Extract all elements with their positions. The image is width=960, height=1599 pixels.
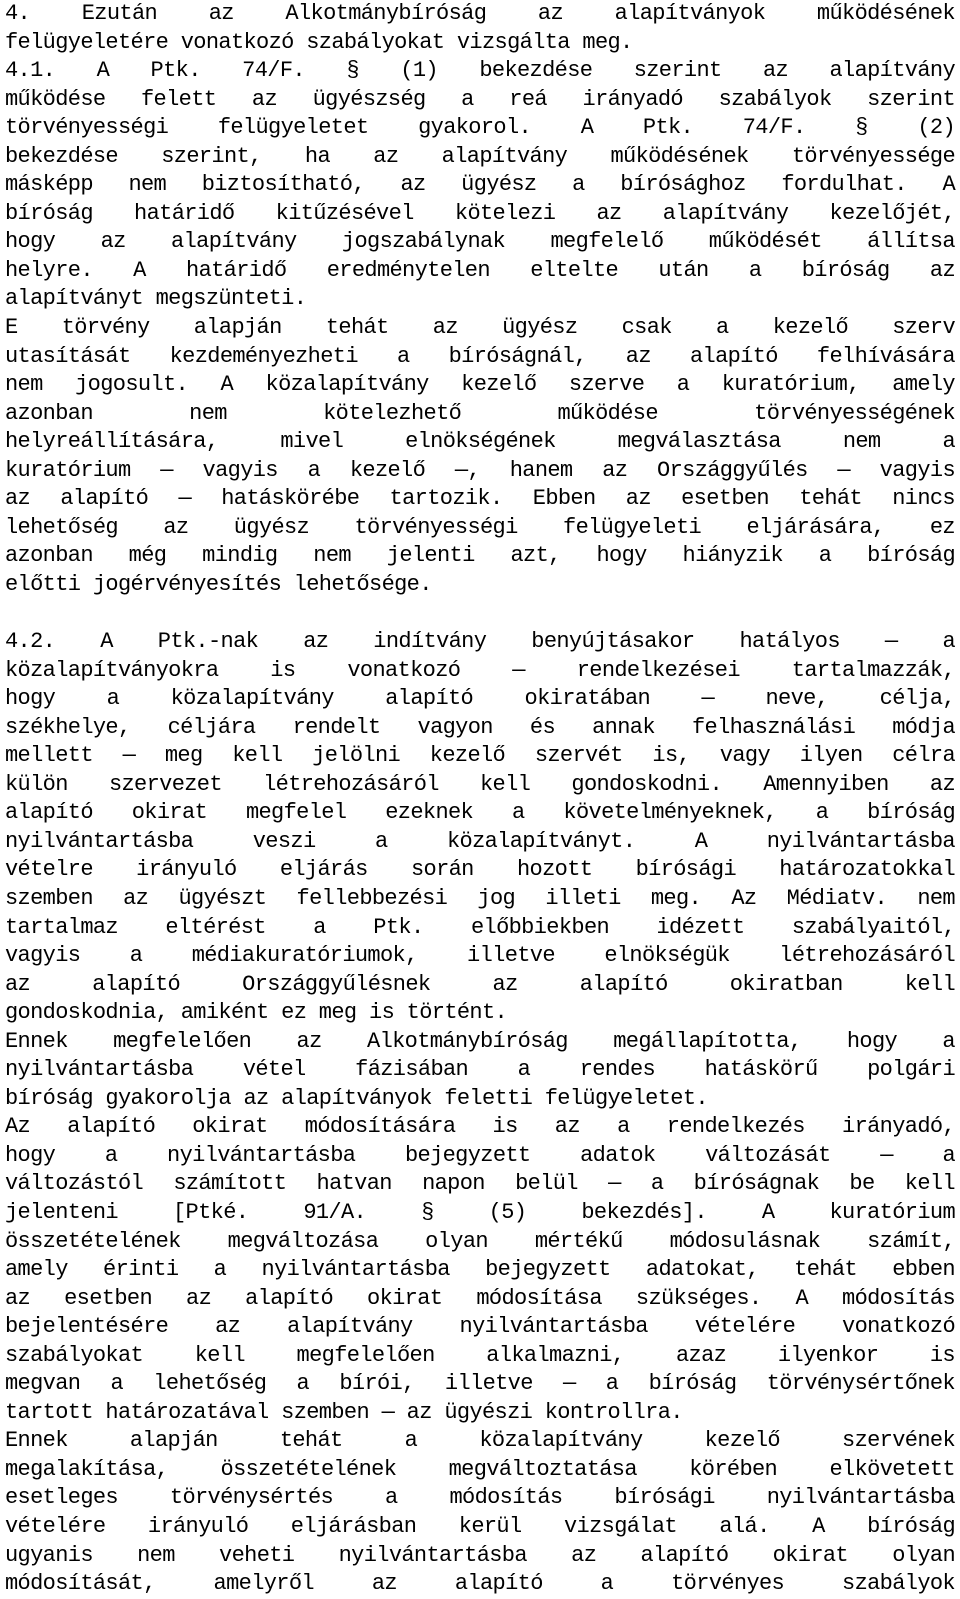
text-line: esetleges törvénysértés a módosítás bírósági nyilvántartásba [5,1485,955,1511]
text-line: megvan a lehetőség a bírói, illetve — a bíróság törvénysértőnek [5,1371,955,1397]
text-line: 4. Ezután az Alkotmánybíróság az alapítványok működésének [5,1,955,26]
text-line: működése felett az ügyészség a reá irányadó szabályok szerint [5,86,955,112]
text-line: alapítványt megszünteti. [5,286,307,312]
text-line: Ennek megfelelően az Alkotmánybíróság megállapította, hogy a [5,1028,955,1054]
text-line: ugyanis nem veheti nyilvántartásba az alapító okirat olyan [5,1542,955,1568]
text-line: mellett — meg kell jelölni kezelő szervét is, vagy ilyen célra [5,743,955,769]
text-line: 4.1. A Ptk. 74/F. § (1) bekezdése szerint az alapítvány [5,58,955,84]
document-page [5,0,955,1599]
text-line: vételre irányuló eljárás során hozott bírósági határozatokkal [5,857,955,883]
text-line: vagyis a médiakuratóriumok, illetve elnökségük létrehozásáról [5,943,955,969]
text-line: alapító okirat megfelel ezeknek a követelményeknek, a bíróság [5,800,955,826]
text-line: azonban nem kötelezhető működése törvényességének [5,400,955,426]
text-line: amely érinti a nyilvántartásba bejegyzett adatokat, tehát ebben [5,1257,955,1283]
text-line: kuratórium — vagyis a kezelő —, hanem az Országgyűlés — vagyis [5,457,955,483]
text-line: bekezdése szerint, ha az alapítvány működésének törvényessége [5,143,955,169]
text-line: bíróság gyakorolja az alapítványok feletti felügyeletet. [5,1085,708,1111]
text-line: utasítását kezdeményezheti a bíróságnál, az alapító felhívására [5,343,955,369]
text-line: előtti jogérvényesítés lehetősége. [5,571,432,597]
text-line: az alapító Országgyűlésnek az alapító okiratban kell [5,971,955,997]
text-line: külön szervezet létrehozásáról kell gondoskodni. Amennyiben az [5,771,955,797]
text-line: Ennek alapján tehát a közalapítvány kezelő szervének [5,1428,955,1454]
text-line: közalapítványokra is vonatkozó — rendelkezései tartalmazzák, [5,657,955,683]
blank-line [5,599,955,628]
text-line: székhelye, céljára rendelt vagyon és annak felhasználási módja [5,714,955,740]
text-line: vételére irányuló eljárásban kerül vizsgálat alá. A bíróság [5,1513,955,1539]
text-line: jelenteni [Ptké. 91/A. § (5) bekezdés]. A kuratórium [5,1199,955,1225]
text-line: szabályokat kell megfelelően alkalmazni, azaz ilyenkor is [5,1342,955,1368]
text-line: nyilvántartásba vétel fázisában a rendes hatáskörű polgári [5,1057,955,1083]
text-line: törvényességi felügyeletet gyakorol. A Ptk. 74/F. § (2) [5,115,955,141]
text-line: tartott határozatával szemben — az ügyészi kontrollra. [5,1399,683,1425]
text-line: helyre. A határidő eredménytelen eltelte után a bíróság az [5,257,955,283]
text-line: megalakítása, összetételének megváltoztatása körében elkövetett [5,1456,955,1482]
text-line: az alapító — hatáskörébe tartozik. Ebben az esetben tehát nincs [5,486,955,512]
text-line: hogy a közalapítvány alapító okiratában — neve, célja, [5,686,955,712]
text-line: bejelentésére az alapítvány nyilvántartásba vételére vonatkozó [5,1314,955,1340]
text-line: módosítását, amelyről az alapító a törvényes szabályok [5,1571,955,1597]
text-line: szemben az ügyészt fellebbezési jog illeti meg. Az Médiatv. nem [5,885,955,911]
text-line: nyilvántartásba veszi a közalapítványt. A nyilvántartásba [5,828,955,854]
text-line: lehetőség az ügyész törvényességi felügyeleti eljárására, ez [5,514,955,540]
text-line: Az alapító okirat módosítására is az a rendelkezés irányadó, [5,1114,955,1140]
text-line: E törvény alapján tehát az ügyész csak a kezelő szerv [5,315,955,341]
text-line: hogy a nyilvántartásba bejegyzett adatok változását — a [5,1142,955,1168]
text-line: változástól számított hatvan napon belül — a bíróságnak be kell [5,1171,955,1197]
text-line: másképp nem biztosítható, az ügyész a bírósághoz fordulhat. A [5,172,955,198]
text-line: bíróság határidő kitűzésével kötelezi az alapítvány kezelőjét, [5,200,955,226]
text-line: azonban még mindig nem jelenti azt, hogy hiányzik a bíróság [5,543,955,569]
text-line: tartalmaz eltérést a Ptk. előbbiekben idézett szabályaitól, [5,914,955,940]
text-line: 4.2. A Ptk.-nak az indítvány benyújtásakor hatályos — a [5,629,955,655]
text-line: összetételének megváltozása olyan mértékű módosulásnak számít, [5,1228,955,1254]
text-line: felügyeletére vonatkozó szabályokat vizsgálta meg. [5,29,633,55]
text-line: gondoskodnia, amiként ez meg is történt. [5,1000,508,1026]
text-line: az esetben az alapító okirat módosítása szükséges. A módosítás [5,1285,955,1311]
text-line: helyreállítására, mivel elnökségének megválasztása nem a [5,429,955,455]
text-line: nem jogosult. A közalapítvány kezelő szerve a kuratórium, amely [5,372,955,398]
text-line: hogy az alapítvány jogszabálynak megfelelő működését állítsa [5,229,955,255]
